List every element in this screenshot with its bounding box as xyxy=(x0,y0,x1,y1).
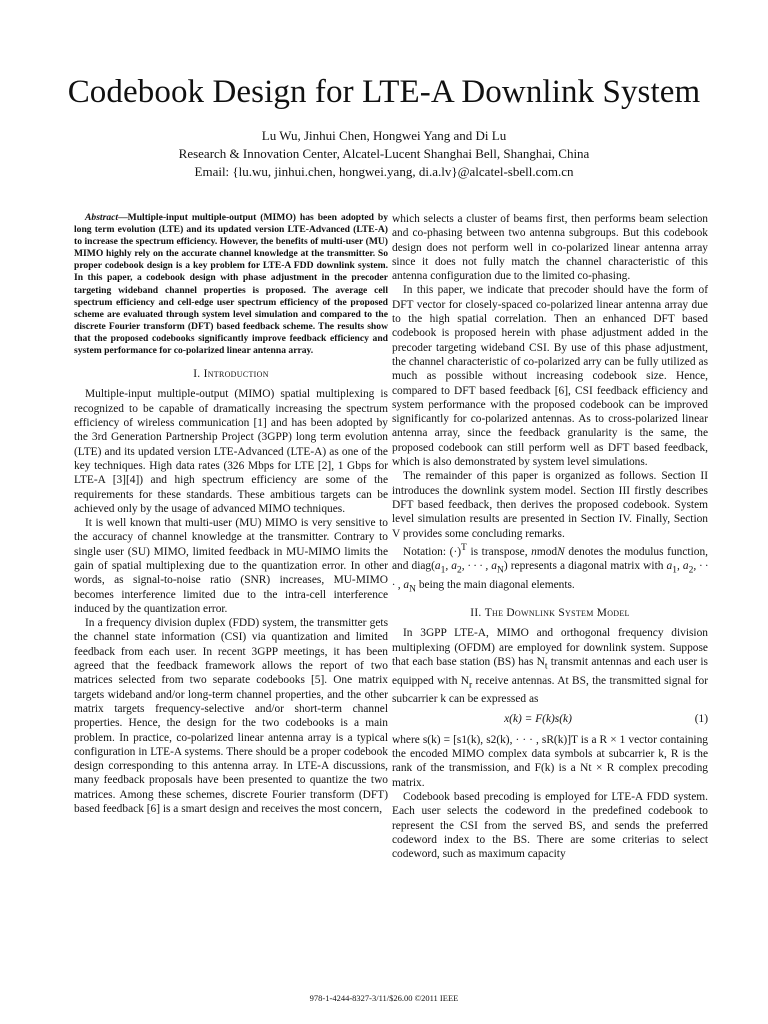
paragraph: In this paper, we indicate that precoder should have the form of DFT vector for closely-spaced co-polarized linear antenna array due to the high spatial correlation. Then an enhanced DFT based codebook is proposed herein with phase adjustment added in the precoder targeting wideband CSI. By use of this phase adjustment, the channel characteristic of co-polarized arry can be fully utilized as much as possible without increasing codebook size. Hence, compared to DFT based feedback [6], CSI feedback efficiency and system performance with the proposed codebook can be improved significantly for co-polarized antennas. As to cross-polarized linear antenna array, since the feedback granularity is the same, the proposed codebook can still perform well as DFT based feedback, which is also demonstrated by system level simulations. xyxy=(392,284,708,469)
left-column xyxy=(74,212,388,816)
author-block xyxy=(0,127,768,181)
equation-body: x(k) = F(k)s(k) xyxy=(504,713,572,726)
notation-paragraph: Notation: $(\cdot)^T$ is transpose, nmodN denotes the modulus function, and $diag(a_1$, $a_2$, · · · , $a_N$) represents a diagonal matrix with $a_1$, $a_2$, · · · , $a_N$ being the main diagonal elements. xyxy=(392,542,708,594)
paper-title: Codebook Design for LTE-A Downlink System xyxy=(67,74,701,110)
abstract-lead: Abstract xyxy=(85,212,119,223)
section-title: Introduction xyxy=(203,368,269,381)
abstract-text: —Multiple-input multiple-output (MIMO) has been adopted by long term evolution (LTE) and its updated version LTE-Advanced (LTE-A) to increase the spectrum efficiency. However, the benefits of multi-user (MU) MIMO highly rely on the accurate channel knowledge at the transmitter. So proper codebook design is a key problem for LTE-A FDD downlink system. In this paper, a codebook design with phase adjustment in the precoder targeting wideband channel properties is proposed. The average cell spectrum efficiency and cell-edge user spectrum efficiency of the proposed scheme are evaluated through system level simulation and compared to the discrete Fourier transform (DFT) based feedback scheme. The results show that the proposed codebooks significantly improve feedback efficiency and system performance for co-polarized linear antenna array. xyxy=(74,212,388,357)
paragraph: Codebook based precoding is employed for LTE-A FDD system. Each user selects the codeword in the predefined codebook to represent the CSI from the served BS, and sends the preferred codeword index to the BS. There are some criterias to select codeword, such as maximum capacity xyxy=(392,790,708,861)
paragraph: which selects a cluster of beams first, then performs beam selection and co-phasing between two antenna subgroups. But this codebook design does not perform well in co-polarized linear antenna array since it does not fully match the channel characteristic of this antenna configuration due to the limited co-phasing. xyxy=(392,213,708,283)
section-heading-intro xyxy=(74,367,388,381)
author-names: Lu Wu, Jinhui Chen, Hongwei Yang and Di Lu xyxy=(261,128,507,143)
equation-number: (1) xyxy=(694,713,708,726)
copyright-footer: 978-1-4244-8327-3/11/$26.00 ©2011 IEEE xyxy=(309,993,459,1003)
author-affiliation: Research & Innovation Center, Alcatel-Lucent Shanghai Bell, Shanghai, China xyxy=(178,146,590,161)
section-title: The Downlink System Model xyxy=(484,607,630,620)
paragraph: The remainder of this paper is organized as follows. Section II introduces the downlink system model. Section III firstly describes DFT based feedback, then derives the proposed codebook. System level simulation results are presented in Section IV. Finally, Section V provides some concluding remarks. xyxy=(392,470,708,540)
paragraph: It is well known that multi-user (MU) MIMO is very sensitive to the accuracy of channel knowledge at the transmitter. Contrary to single user (SU) MIMO, limited feedback in MU-MIMO limits the gain of spatial multiplexing due to the quantization error. In other words, as signal-to-noise ratio (SNR) increases, MU-MIMO becomes interference limited due to the intra-cell interference induced by the quantization error. xyxy=(74,517,388,615)
paragraph: In 3GPP LTE-A, MIMO and orthogonal frequency division multiplexing (OFDM) are employed for downlink system. Suppose that each base station (BS) has $N_t$ transmit antennas and each user is equipped with $N_r$ receive antennas. At BS, the transmitted signal for subcarrier k can be expressed as xyxy=(392,627,708,706)
section-heading-model xyxy=(392,606,708,620)
abstract xyxy=(74,212,388,357)
equation-1 xyxy=(392,712,708,726)
section-number: II. xyxy=(470,607,482,620)
paragraph: where s(k) = [s1(k), s2(k), · · · , sR(k)]T is a R × 1 vector containing the encoded MIMO complex data symbols at subcarrier k, R is the rank of the transmission, and F(k) is a Nt × R complex precoding matrix. xyxy=(392,733,708,789)
paragraph: In a frequency division duplex (FDD) system, the transmitter gets the channel state information (CSI) via quantization and limited feedback from each user. In recent 3GPP meetings, it has been agreed that the feedback framework allows the report of two matrices selected from two separate codebooks [5]. One matrix targets wideband and/or long-term channel properties, and the other matrix targets frequency-selective and/or short-term channel properties. Hence, the design for the two codebooks is a main problem. In practice, co-polarized linear antenna array is a typical configuration in LTE-A systems. There should be a proper codebook design corresponding to this antenna array. In LTE-A discussions, many feedback proposals have been presented to quantize the two matrices. Among these schemes, discrete Fourier transform (DFT) based feedback [6] is a smart design and receives the most concern, xyxy=(74,617,388,816)
right-column xyxy=(392,212,708,861)
section-number: I. xyxy=(193,368,201,381)
paragraph: Multiple-input multiple-output (MIMO) spatial multiplexing is recognized to be capable of dramatically increasing the spectrum efficiency of wireless communication [1] and has been adopted by the 3rd Generation Partnership Project (3GPP) long term evolution (LTE) and its updated version LTE-Advanced (LTE-A) as one of the key techniques. High data rates (326 Mbps for LTE [2], 1 Gbps for LTE-A [3][4]) and high spectrum efficiency are some of the requirements for these standards. These ambitious targets can be achieved only by the usage of advanced MIMO techniques. xyxy=(74,388,388,515)
author-email: Email: {lu.wu, jinhui.chen, hongwei.yang, di.a.lv}@alcatel-sbell.com.cn xyxy=(194,164,574,179)
